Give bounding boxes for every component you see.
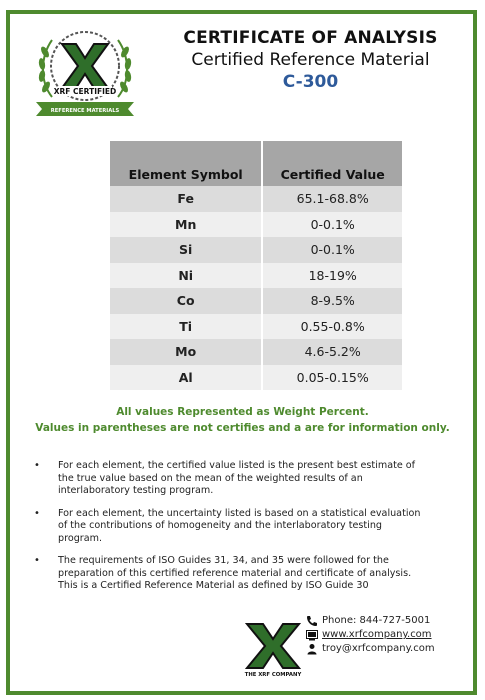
element-symbol: Mn bbox=[110, 212, 262, 238]
certified-value: 0-0.1% bbox=[262, 237, 402, 263]
phone-line bbox=[306, 614, 435, 628]
element-symbol: Fe bbox=[110, 186, 262, 212]
table-header-row bbox=[110, 141, 402, 186]
certified-value: 65.1-68.8% bbox=[262, 186, 402, 212]
page-subtitle: Certified Reference Material bbox=[191, 50, 430, 70]
certified-value: 4.6-5.2% bbox=[262, 339, 402, 365]
bullet-list bbox=[34, 460, 429, 603]
certified-values-table bbox=[110, 141, 402, 390]
bullet-icon: • bbox=[34, 460, 40, 471]
bullet-icon: • bbox=[34, 507, 40, 519]
table-row bbox=[110, 212, 402, 238]
list-item bbox=[34, 460, 429, 498]
element-symbol: Co bbox=[110, 288, 262, 314]
xrf-company-logo bbox=[244, 622, 302, 678]
element-symbol: Al bbox=[110, 365, 262, 391]
table-row bbox=[110, 186, 402, 212]
parentheses-note: Values in parentheses are not certifies and a are for information only. bbox=[35, 422, 450, 434]
table-row bbox=[110, 263, 402, 289]
table-row bbox=[110, 314, 402, 340]
table-row bbox=[110, 339, 402, 365]
column-header-value: Certified Value bbox=[262, 141, 402, 186]
page-title: CERTIFICATE OF ANALYSIS bbox=[183, 28, 438, 48]
list-item bbox=[34, 508, 429, 546]
material-code: C-300 bbox=[282, 72, 339, 92]
list-item bbox=[34, 555, 429, 593]
column-header-symbol: Element Symbol bbox=[110, 141, 262, 186]
badge-text: XRF CERTIFIED bbox=[53, 87, 117, 96]
contact-info bbox=[306, 614, 435, 656]
table-row bbox=[110, 365, 402, 391]
bullet-text: For each element, the certified value listed is the present best estimate of the true value based on the mean of the weighted results of an interlaboratory testing program. bbox=[58, 460, 416, 496]
certified-value: 18-19% bbox=[262, 263, 402, 289]
person-icon bbox=[306, 643, 318, 655]
ribbon-text: REFERENCE MATERIALS bbox=[50, 108, 120, 114]
certified-value: 0.55-0.8% bbox=[262, 314, 402, 340]
company-name: THE XRF COMPANY bbox=[244, 672, 302, 678]
web-icon bbox=[306, 629, 318, 641]
bullet-icon: • bbox=[34, 555, 40, 566]
certified-value: 8-9.5% bbox=[262, 288, 402, 314]
website-link[interactable]: www.xrfcompany.com bbox=[322, 629, 432, 640]
element-symbol: Mo bbox=[110, 339, 262, 365]
xrf-certified-logo bbox=[30, 22, 140, 122]
element-symbol: Si bbox=[110, 237, 262, 263]
certified-value: 0-0.1% bbox=[262, 212, 402, 238]
bullet-text: For each element, the uncertainty listed is based on a statistical evaluation of the contributions of homogeneity and the interlaboratory testing program. bbox=[58, 507, 421, 544]
email-address[interactable]: troy@xrfcompany.com bbox=[322, 643, 435, 654]
bullet-text: The requirements of ISO Guides 31, 34, and 35 were followed for the preparation of this certified reference material and certificate of analysis. This is a Certified Reference Material as defined by ISO Guide 30 bbox=[58, 555, 412, 591]
phone-number: Phone: 844-727-5001 bbox=[322, 615, 431, 626]
phone-icon bbox=[306, 615, 318, 627]
email-line bbox=[306, 642, 435, 656]
weight-percent-note: All values Represented as Weight Percent. bbox=[116, 406, 369, 418]
element-symbol: Ti bbox=[110, 314, 262, 340]
header bbox=[178, 28, 443, 92]
table-row bbox=[110, 237, 402, 263]
element-symbol: Ni bbox=[110, 263, 262, 289]
website-line bbox=[306, 628, 435, 642]
table-row bbox=[110, 288, 402, 314]
certified-value: 0.05-0.15% bbox=[262, 365, 402, 391]
